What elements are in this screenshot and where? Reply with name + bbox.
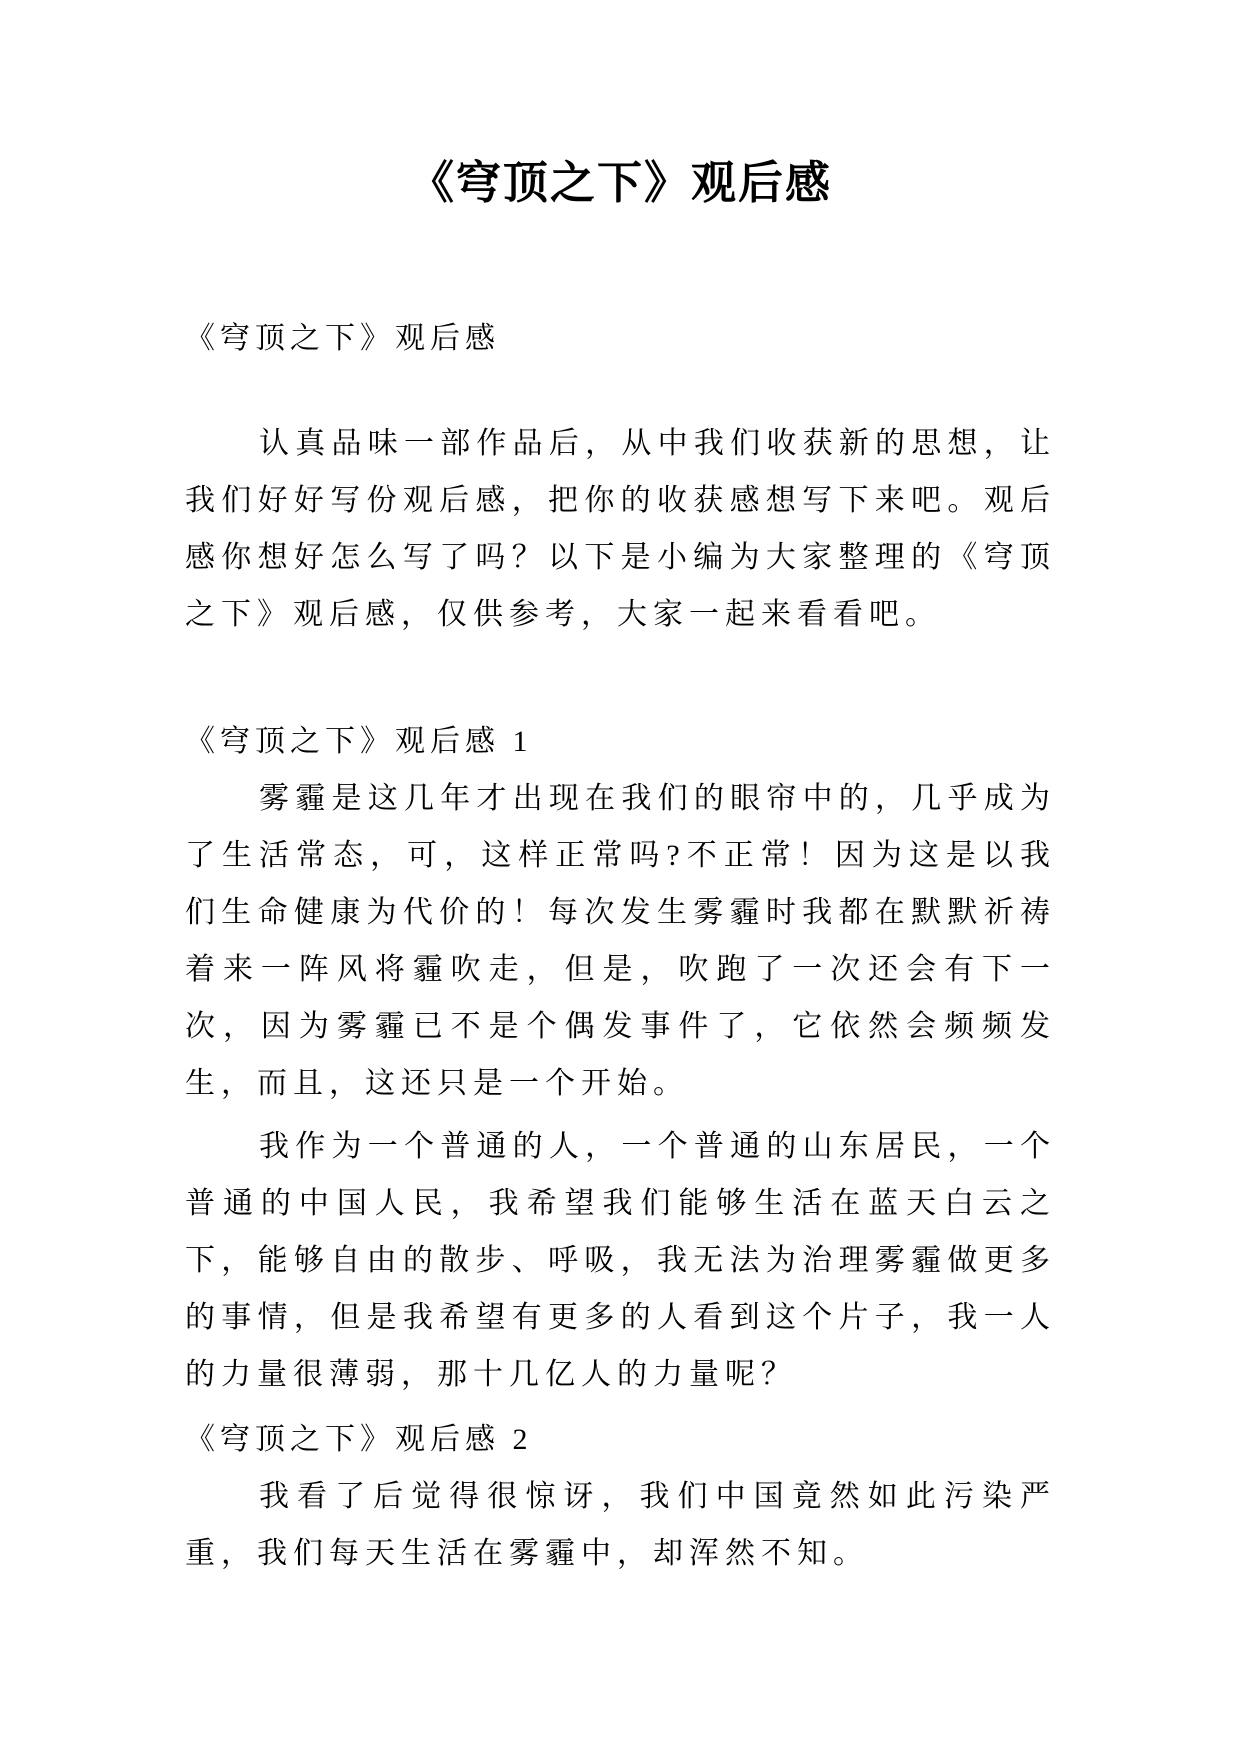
section-heading: 《穹顶之下》观后感 2 [185,1423,533,1456]
body-paragraph: 我看了后觉得很惊讶，我们中国竟然如此污染严重，我们每天生活在雾霾中，却浑然不知。 [185,1480,1056,1570]
sections-container [185,713,1056,1582]
section-paragraphs [185,1468,1056,1582]
section-paragraphs [185,770,1056,1403]
document-section [185,1411,1056,1582]
document-title: 《穹顶之下》观后感 [408,158,832,208]
section-heading: 《穹顶之下》观后感 1 [185,725,533,758]
body-paragraph: 我作为一个普通的人，一个普通的山东居民，一个普通的中国人民，我希望我们能够生活在蓝天白云之下，能够自由的散步、呼吸，我无法为治理雾霾做更多的事情，但是我希望有更多的人看到这个片子，我一人的力量很薄弱，那十几亿人的力量呢？ [185,1130,1056,1391]
document-section [185,713,1056,1403]
intro-paragraph: 认真品味一部作品后，从中我们收获新的思想，让我们好好写份观后感，把你的收获感想写下来吧。观后感你想好怎么写了吗？以下是小编为大家整理的《穹顶之下》观后感，仅供参考，大家一起来看看吧。 [185,427,1056,631]
document-subtitle: 《穹顶之下》观后感 [185,322,500,355]
body-paragraph: 雾霾是这几年才出现在我们的眼帘中的，几乎成为了生活常态，可，这样正常吗?不正常！因为这是以我们生命健康为代价的！每次发生雾霾时我都在默默祈祷着来一阵风将霾吹走，但是，吹跑了一次还会有下一次，因为雾霾已不是个偶发事件了，它依然会频频发生，而且，这还只是一个开始。 [185,782,1056,1100]
